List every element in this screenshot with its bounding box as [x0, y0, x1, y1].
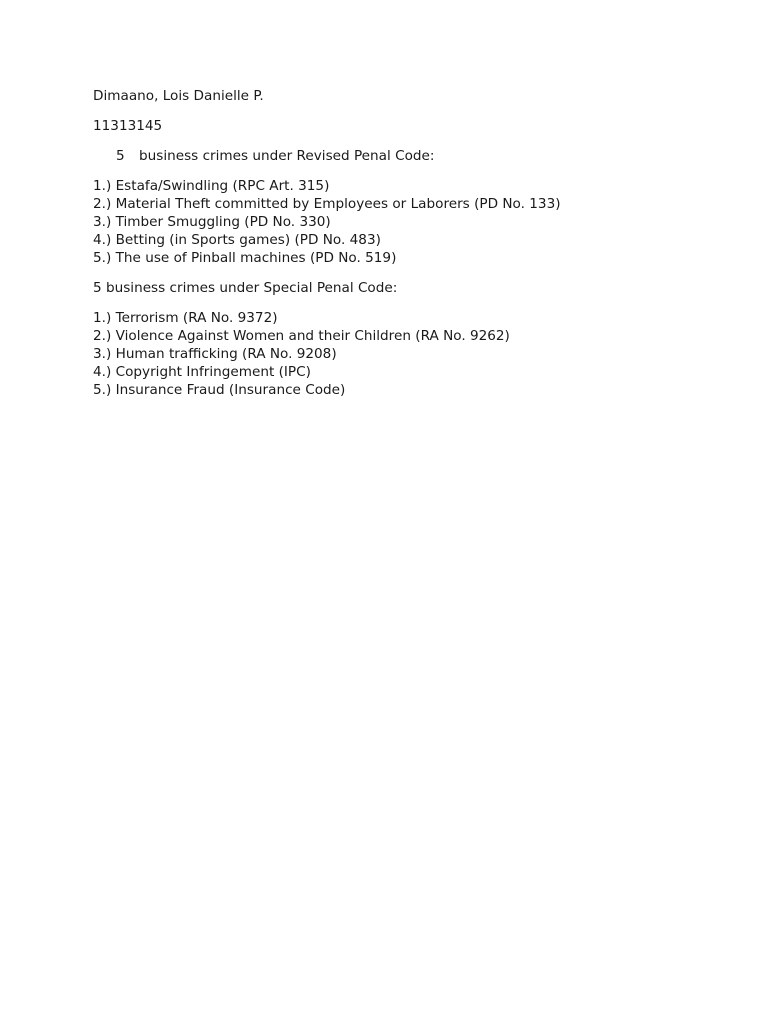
revised-heading-text: business crimes under Revised Penal Code:	[139, 148, 435, 164]
list-item: 1.) Terrorism (RA No. 9372)	[93, 310, 278, 326]
special-penal-code-list	[93, 309, 713, 399]
author-name: Dimaano, Lois Danielle P.	[93, 88, 264, 104]
revised-heading-number: 5	[116, 148, 125, 164]
student-id: 11313145	[93, 118, 163, 134]
revised-penal-code-list	[93, 177, 713, 267]
list-item: 4.) Betting (in Sports games) (PD No. 483)	[93, 232, 381, 248]
list-item: 3.) Human trafficking (RA No. 9208)	[93, 346, 337, 362]
list-item: 3.) Timber Smuggling (PD No. 330)	[93, 214, 331, 230]
special-penal-code-heading: 5 business crimes under Special Penal Code:	[93, 280, 398, 296]
list-item: 2.) Violence Against Women and their Children (RA No. 9262)	[93, 328, 510, 344]
list-item: 5.) The use of Pinball machines (PD No. 519)	[93, 250, 397, 266]
list-item: 5.) Insurance Fraud (Insurance Code)	[93, 382, 346, 398]
list-item: 1.) Estafa/Swindling (RPC Art. 315)	[93, 178, 330, 194]
list-item: 4.) Copyright Infringement (IPC)	[93, 364, 311, 380]
list-item: 2.) Material Theft committed by Employees or Laborers (PD No. 133)	[93, 196, 561, 212]
revised-penal-code-heading	[93, 147, 713, 165]
document-body	[93, 87, 713, 399]
